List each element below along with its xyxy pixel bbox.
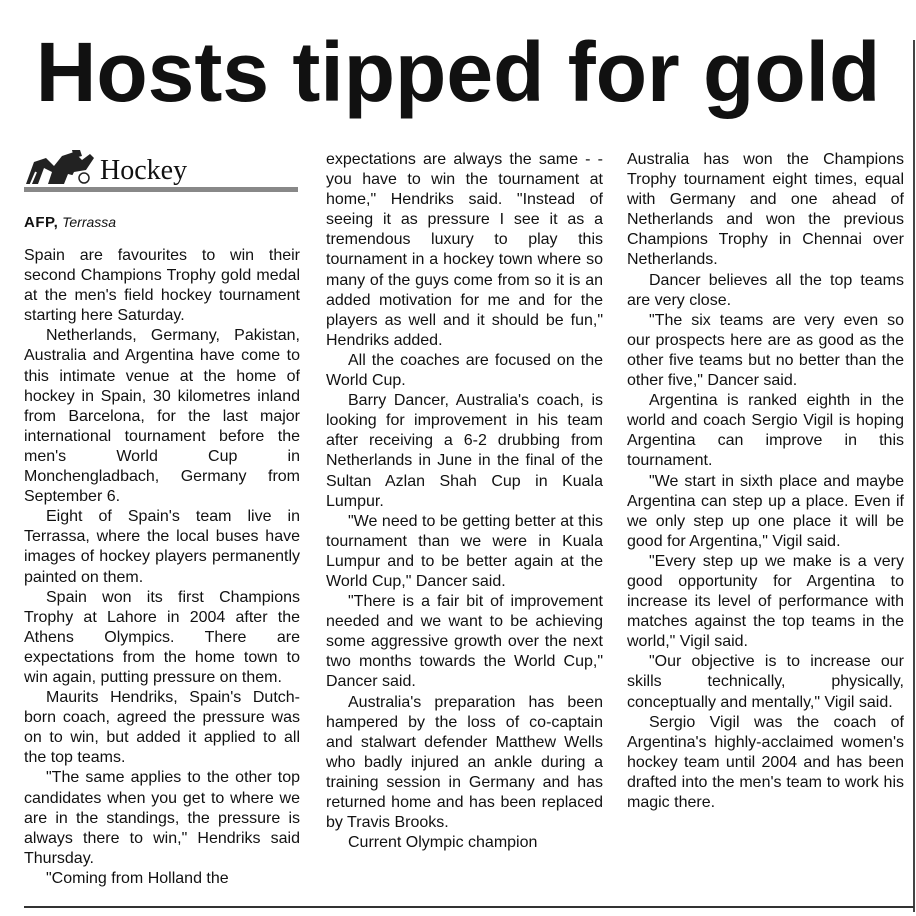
paragraph: "Coming from Holland the [46, 869, 229, 887]
article-column-1 [24, 246, 300, 889]
paragraph: "We need to be getting better at this tournament than we were in Kuala Lumpur and to be better again at the World Cup," Dancer said. [326, 512, 603, 590]
section-tag [24, 148, 298, 192]
paragraph: "There is a fair bit of improvement needed and we want to be achieving some aggressive growth over the next two months towards the World Cup," Dancer said. [326, 593, 603, 691]
article-column-2 [326, 150, 603, 853]
article-column-3 [627, 150, 904, 813]
paragraph: Netherlands, Germany, Pakistan, Australia and Argentina have come to this intimate venue at the home of hockey in Spain, 30 kilometres inland from Barcelona, for the last major international tournament before the men's World Cup in Monchengladbach, Germany from September 6. [24, 327, 300, 506]
bottom-rule [24, 906, 914, 908]
paragraph: Argentina is ranked eighth in the world and coach Sergio Vigil is hoping Argentina can improve in this tournament. [627, 392, 904, 470]
paragraph: All the coaches are focused on the World Cup. [326, 351, 603, 390]
paragraph: "The six teams are very even so our prospects here are as good as the other five teams but no better than the other five," Dancer said. [627, 311, 904, 390]
paragraph: "Every step up we make is a very good opportunity for Argentina to increase its level of performance with matches against the top teams in the world," Vigil said. [627, 552, 904, 651]
paragraph: Dancer believes all the top teams are very close. [627, 271, 904, 309]
section-underline [24, 187, 298, 192]
paragraph: Australia has won the Champions Trophy tournament eight times, equal with Germany and one ahead of Netherlands and won the previous Champions Trophy in Chennai over Netherlands. [627, 151, 904, 269]
paragraph: Eight of Spain's team live in Terrassa, where the local buses have images of hockey players permanently painted on them. [24, 508, 300, 586]
paragraph: Spain are favourites to win their second Champions Trophy gold medal at the men's field hockey tournament starting here Saturday. [24, 247, 300, 325]
paragraph: "The same applies to the other top candidates when you get to where we are in the standings, the pressure is always there to win," Hendriks said Thursday. [24, 769, 300, 867]
hockey-player-icon [24, 148, 96, 186]
headline: Hosts tipped for gold [35, 25, 881, 119]
paragraph: "We start in sixth place and maybe Argentina can step up a place. Even if we only step up one place it will be good for Argentina," Vigil said. [627, 472, 904, 550]
paragraph: Barry Dancer, Australia's coach, is looking for improvement in his team after receiving a 6-2 drubbing from Netherlands in June in the final of the Sultan Azlan Shah Cup in Kuala Lumpur. [326, 392, 603, 510]
paragraph: Sergio Vigil was the coach of Argentina's highly-acclaimed women's hockey team until 2004 and has been drafted into the men's team to work his magic there. [627, 713, 904, 811]
section-label: Hockey [100, 155, 188, 186]
column-rule-right [913, 40, 915, 912]
byline-agency: AFP, [24, 214, 59, 231]
paragraph: expectations are always the same - - you have to win the tournament at home," Hendriks said. "Instead of seeing it as pressure I see it as a tremendous luxury to play this tournament in a hockey town where so many of the guys come from so it is an added motivation for me and for the players as well and it should be fun," Hendriks added. [326, 151, 603, 349]
paragraph: "Our objective is to increase our skills technically, physically, conceptually and mentally," Vigil said. [627, 653, 904, 711]
paragraph: Maurits Hendriks, Spain's Dutch-born coach, agreed the pressure was on to win, but added it applied to all the top teams. [24, 689, 300, 767]
byline-place: Terrassa [62, 214, 117, 230]
paragraph: Current Olympic champion [348, 834, 538, 852]
byline [24, 213, 300, 232]
paragraph: Spain won its first Champions Trophy at Lahore in 2004 after the Athens Olympics. There are expectations from the home town to win again, putting pressure on them. [24, 588, 300, 686]
paragraph: Australia's preparation has been hampered by the loss of co-captain and stalwart defender Matthew Wells who badly injured an ankle during a training session in Germany and has returned home and has been replaced by Travis Brooks. [326, 693, 603, 832]
